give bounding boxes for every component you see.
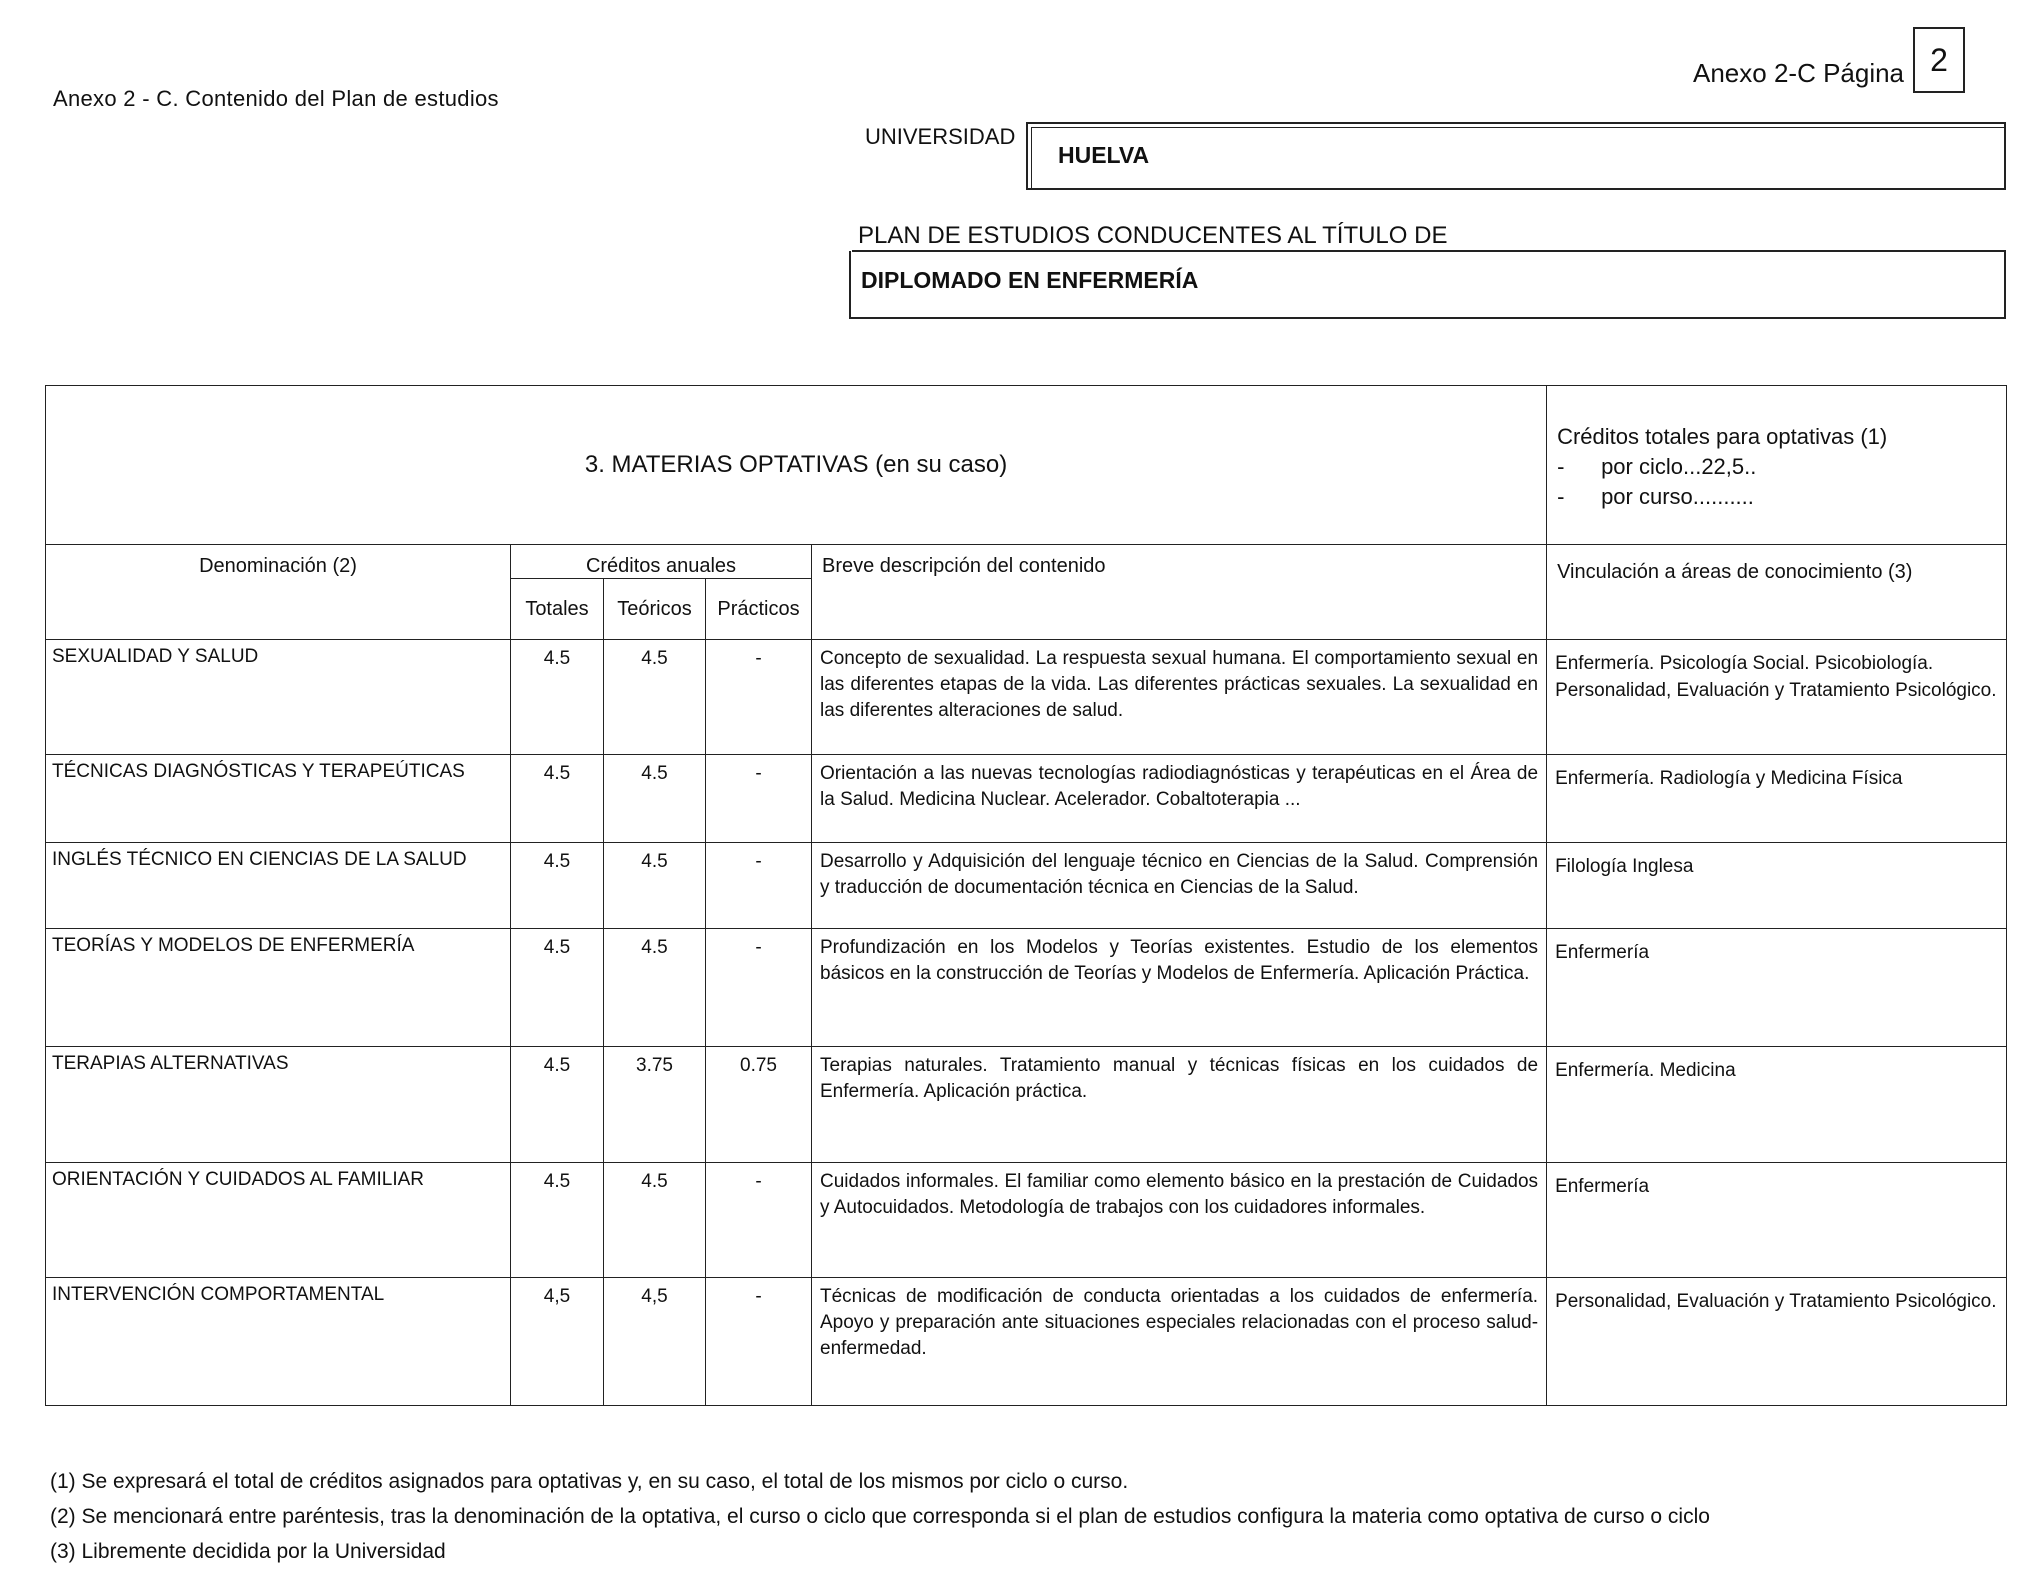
- credits-teoricos: 3.75: [604, 1047, 706, 1163]
- credits-practicos: -: [706, 1278, 812, 1406]
- subject-description: Cuidados informales. El familiar como elemento básico en la prestación de Cuidados y Autocuidados. Metodología de trabajos con los cuidadores informales.: [812, 1163, 1547, 1278]
- dash-marker: -: [1557, 484, 1565, 509]
- credits-practicos: -: [706, 929, 812, 1047]
- subject-description: Orientación a las nuevas tecnologías radiodiagnósticas y terapéuticas en el Área de la Salud. Medicina Nuclear. Acelerador. Cobaltoterapia ...: [812, 755, 1547, 843]
- credits-practicos: -: [706, 1163, 812, 1278]
- subject-name: TÉCNICAS DIAGNÓSTICAS Y TERAPEÚTICAS: [46, 755, 511, 843]
- credits-totales: 4.5: [511, 755, 604, 843]
- subject-knowledge-area: Enfermería. Psicología Social. Psicobiología. Personalidad, Evaluación y Tratamiento Psicológico.: [1547, 640, 2007, 755]
- footnote-3: (3) Libremente decidida por la Universidad: [50, 1540, 446, 1563]
- subject-knowledge-area: Enfermería: [1547, 929, 2007, 1047]
- column-header-creditos: Créditos anuales: [511, 545, 812, 579]
- credits-per-course: por curso..........: [1601, 484, 1754, 509]
- degree-title: DIPLOMADO EN ENFERMERÍA: [861, 267, 1199, 293]
- table-row: [46, 640, 2007, 755]
- credits-totales: 4.5: [511, 843, 604, 929]
- footnotes: [50, 1464, 1710, 1569]
- university-label: UNIVERSIDAD: [865, 124, 1016, 149]
- university-value: HUELVA: [1058, 142, 1150, 168]
- credits-totales: 4,5: [511, 1278, 604, 1406]
- dash-marker: -: [1557, 454, 1565, 479]
- credits-totales: 4.5: [511, 929, 604, 1047]
- credits-per-course-line: [1557, 482, 1996, 512]
- credits-total-title: Créditos totales para optativas (1): [1557, 424, 1888, 449]
- degree-title-box: [849, 251, 2006, 319]
- credits-practicos: -: [706, 640, 812, 755]
- table-row: [46, 1163, 2007, 1278]
- credits-practicos: -: [706, 755, 812, 843]
- table-row: [46, 843, 2007, 929]
- credits-practicos: 0.75: [706, 1047, 812, 1163]
- subject-description: Concepto de sexualidad. La respuesta sexual humana. El comportamiento sexual en las diferentes etapas de la vida. Las diferentes prácticas sexuales. La sexualidad en las diferentes alteraciones de salud.: [812, 640, 1547, 755]
- credits-teoricos: 4.5: [604, 929, 706, 1047]
- column-header-descripcion: Breve descripción del contenido: [812, 545, 1547, 640]
- subject-knowledge-area: Enfermería. Radiología y Medicina Física: [1547, 755, 2007, 843]
- credits-per-cycle: por ciclo...22,5..: [1601, 454, 1757, 479]
- credits-totales: 4.5: [511, 1047, 604, 1163]
- subject-knowledge-area: Enfermería: [1547, 1163, 2007, 1278]
- university-box: [1026, 122, 2006, 190]
- column-header-denominacion: Denominación (2): [46, 545, 511, 640]
- credits-teoricos: 4.5: [604, 640, 706, 755]
- table-row: [46, 1278, 2007, 1406]
- credits-total-cell: [1547, 386, 2007, 545]
- table-row: [46, 755, 2007, 843]
- subject-name: SEXUALIDAD Y SALUD: [46, 640, 511, 755]
- subject-name: INTERVENCIÓN COMPORTAMENTAL: [46, 1278, 511, 1406]
- subject-name: INGLÉS TÉCNICO EN CIENCIAS DE LA SALUD: [46, 843, 511, 929]
- section-title: 3. MATERIAS OPTATIVAS (en su caso): [46, 386, 1547, 545]
- credits-practicos: -: [706, 843, 812, 929]
- footnote-1: (1) Se expresará el total de créditos asignados para optativas y, en su caso, el total de los mismos por ciclo o curso.: [50, 1470, 1129, 1493]
- section-header-row: [46, 386, 2007, 545]
- column-header-practicos: Prácticos: [706, 579, 812, 640]
- document-header-label: Anexo 2 - C. Contenido del Plan de estudios: [53, 86, 499, 111]
- credits-per-cycle-line: [1557, 452, 1996, 482]
- column-header-vinculacion: Vinculación a áreas de conocimiento (3): [1547, 545, 2007, 640]
- credits-totales: 4.5: [511, 640, 604, 755]
- optional-subjects-table: [45, 385, 2007, 1406]
- table-row: [46, 929, 2007, 1047]
- credits-teoricos: 4.5: [604, 843, 706, 929]
- subject-description: Profundización en los Modelos y Teorías existentes. Estudio de los elementos básicos en la construcción de Teorías y Modelos de Enfermería. Aplicación Práctica.: [812, 929, 1547, 1047]
- column-header-totales: Totales: [511, 579, 604, 640]
- credits-teoricos: 4.5: [604, 755, 706, 843]
- credits-totales: 4.5: [511, 1163, 604, 1278]
- page-label: Anexo 2-C Página: [1693, 58, 1905, 88]
- footnote-2: (2) Se mencionará entre paréntesis, tras la denominación de la optativa, el curso o ciclo que corresponda si el plan de estudios configura la materia como optativa de curso o ciclo: [50, 1505, 1710, 1528]
- subject-name: TEORÍAS Y MODELOS DE ENFERMERÍA: [46, 929, 511, 1047]
- subject-name: TERAPIAS ALTERNATIVAS: [46, 1047, 511, 1163]
- subject-knowledge-area: Personalidad, Evaluación y Tratamiento Psicológico.: [1547, 1278, 2007, 1406]
- page-number: 2: [1913, 27, 1965, 93]
- column-header-row: [46, 545, 2007, 579]
- credits-teoricos: 4,5: [604, 1278, 706, 1406]
- credits-teoricos: 4.5: [604, 1163, 706, 1278]
- plan-label: PLAN DE ESTUDIOS CONDUCENTES AL TÍTULO DE: [858, 222, 1448, 249]
- subject-knowledge-area: Enfermería. Medicina: [1547, 1047, 2007, 1163]
- subject-knowledge-area: Filología Inglesa: [1547, 843, 2007, 929]
- column-header-teoricos: Teóricos: [604, 579, 706, 640]
- subject-description: Técnicas de modificación de conducta orientadas a los cuidados de enfermería. Apoyo y preparación ante situaciones especiales relacionadas con el proceso salud-enfermedad.: [812, 1278, 1547, 1406]
- table-row: [46, 1047, 2007, 1163]
- subject-name: ORIENTACIÓN Y CUIDADOS AL FAMILIAR: [46, 1163, 511, 1278]
- subject-description: Desarrollo y Adquisición del lenguaje técnico en Ciencias de la Salud. Comprensión y traducción de documentación técnica en Ciencias de la Salud.: [812, 843, 1547, 929]
- subject-description: Terapias naturales. Tratamiento manual y técnicas físicas en los cuidados de Enfermería. Aplicación práctica.: [812, 1047, 1547, 1163]
